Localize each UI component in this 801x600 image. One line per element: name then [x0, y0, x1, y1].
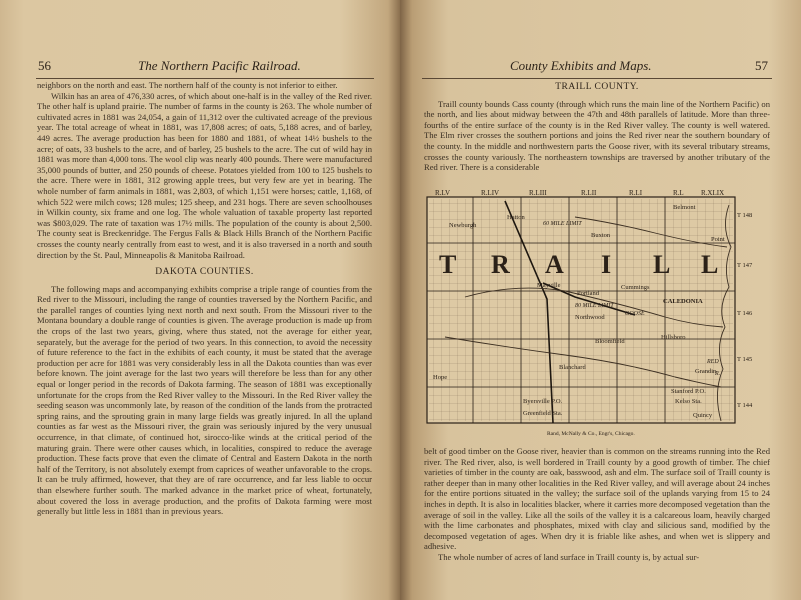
county-letter: L: [653, 250, 671, 279]
county-letter: T: [439, 250, 457, 279]
place-label: Grandin: [695, 368, 717, 375]
township-label: T 144: [737, 402, 753, 409]
place-label: Buxton: [591, 232, 611, 239]
right-text-bottom: [424, 446, 770, 563]
limit-label: 60 MILE LIMIT: [543, 221, 582, 227]
county-letter: A: [545, 250, 564, 279]
range-label: R.LV: [435, 189, 451, 197]
place-label: Portland: [577, 290, 600, 297]
left-page: [0, 0, 400, 600]
place-label: Byersville P.O.: [523, 398, 563, 405]
township-labels: [737, 212, 753, 409]
traill-county-map: [425, 187, 757, 444]
river-label: RED: [707, 359, 719, 365]
range-label: R.LIV: [481, 189, 500, 197]
paragraph: The whole number of acres of land surface in Traill county is, by actual sur-: [438, 551, 700, 562]
place-label: Greenfield Sta.: [523, 410, 563, 417]
header-rule: [422, 78, 772, 79]
county-letter: L: [701, 250, 719, 279]
place-label: Newburgh: [449, 222, 477, 229]
township-label: T 147: [737, 262, 753, 269]
paragraph: The following maps and accompanying exhibits comprise a triple range of counties from the Red river to the Missouri, including the range of counties traversed by the Northern Pacific, and the parallel ranges of counties lying next north and next south. From the Missouri river to the Montana boundary a double range of counties is given. The average production is made up from the crops of the last two years, giving, where thus stated, not the average for either year, separately, but the average for the period of two years. In this connection, to avoid the necessity of future reference to the fact in the exhibits of each county, it must be stated that the average production per acre for 1881 was very considerably less in all the Dakota counties than was ever before known. The joint average for the last two years will therefore be less than for any other equal or longer period in the records of Dakota farming. The season of 1881 was exceptionally unfortunate for the crops from the Red River valley to the Missouri. In the Red River valley the seeding season was uncommonly late, by reason of the condition of the lands from the protracted spring rains, and the sprouting grain in many large fields was greatly injured. In all the upland counties as far west as the Missouri river, the grain was seriously injured by the very unusual occurrence, in that climate, of continued hot, sirocco-like winds at the critical period of the maturing grain. There were other causes which, in localities, conspired to reduce the average production. These facts prove that even the climate of Central and Eastern Dakota in the north half of the Territory, is not absolutely exempt from caprices of weather unfavorable to the crops. It can be truly affirmed, however, that they are of rare occurrence, and far less liable to occur than elsewhere further south. The marked advance in the market price of wheat, fortunately, about covered the loss in average production, and the profits of Dakota farming were most generally but little less in 1881 than in previous years.: [37, 283, 372, 517]
range-label: R.LI: [629, 189, 643, 197]
place-label: Belmont: [673, 204, 696, 211]
page-number: 56: [38, 58, 51, 73]
right-text-top: [424, 82, 770, 173]
section-title: TRAILL COUNTY.: [555, 82, 639, 92]
paragraph: Traill county bounds Cass county (through which runs the main line of the Northern Pacific) on the north, and lies about midway between the 47th and 48th parallels of latitude. More than three-fourths of the entire surface of the county is in the Red River valley. The county is well watered. The Elm river crosses the southern portions and joins the Red river near the southern boundary of the county. In the middle and northwestern parts the Goose river, with its several tributary streams, crosses the county variously. The northeastern townships are traversed by another tributary of the Red river. There is a considerable: [424, 98, 770, 173]
place-label: Quincy: [693, 412, 713, 419]
place-label: Hillsboro: [661, 334, 686, 341]
paragraph: Wilkin has an area of 476,330 acres, of which about one-half is in the valley of the Red river. The other half is upland prairie. The number of farms in the county is 263. The whole number of cultivated acres in 1881 was 24,054, a gain of 11,312 over the cultivated acreage of the previous year. The total acreage of wheat in 1881, was 17,808 acres; of oats, 5,188 acres, and of barley, 449 acres. The average production has been for 1880 and 1881, of wheat 14½ bushels to the acre; of oats, 33 bushels to the acre, and of barley, 25 bushels to the acre. The cut of wild hay in 1881 was more than 4,000 tons. The wool clip was nearly 400 pounds. There were manufactured 35,000 pounds of butter, and 250 pounds of cheese. Potatoes yielded from 100 to 125 bushels to the acre. There were in 1881, 312 growing apple trees, but very few are yet in bearing. The whole number of farm animals in 1881, was 2,803, of which 1,151 were horses; cattle, 1,168, of which 522 were milch cows; 128 mules; 125 sheep, and 231 hogs. There are seven schoolhouses in Wilkin county, six frame and one log. The whole valuation of taxable property last reported was $803,029. The rate of taxation was 17½ mills. The population of the county is about 2,500. The county seat is Breckenridge. The Fergus Falls & Black Hills Branch of the Northern Pacific crosses the county nearly centrally from east to west, and it is also traversed in a north and south direction by the St. Paul, Minneapolis & Manitoba Railroad.: [37, 90, 372, 260]
county-letter: I: [601, 250, 612, 279]
header-rule: [36, 78, 374, 79]
river-label: GOOSE: [625, 311, 645, 317]
place-label: Hope: [433, 374, 448, 381]
range-label: R.L: [673, 189, 684, 197]
township-label: T 145: [737, 356, 753, 363]
range-label: R.XLIX: [701, 189, 725, 197]
range-labels: [435, 189, 724, 197]
place-label: Northwood: [575, 314, 605, 321]
range-label: R.LIII: [529, 189, 547, 197]
paragraph: belt of good timber on the Goose river, heavier than is common on the streams running into the Red river. The Red river, also, is well bordered in Traill county by a good growth of timber. The chief varieties of timber in the county are oak, basswood, ash and elm. The surface soil of Traill county is rather deeper than in many other localities in the Red River valley, and will average about 24 inches for the entire portions situated in the valley; the surface soil of the uplands varying from 15 to 24 inches in depth. It is also in localities blacker, where it carries more decomposed vegetation than the average of soil in the valley. Like all the soils of the valley it is a calcareous loam, heavily charged with the lime carbonates and phosphates, mixed with clay and silicious sand, modified by the decomposed vegetation of ages. When dry it is friable like ashes, and when wet is slippery and adhesive.: [424, 446, 770, 552]
range-label: R.LII: [581, 189, 597, 197]
limit-label: 80 MILE LIMIT: [575, 303, 614, 309]
running-head: County Exhibits and Maps.: [510, 58, 652, 73]
place-label: Kelso Sta.: [675, 398, 702, 405]
place-label: CALEDONIA: [663, 298, 703, 305]
paragraph: neighbors on the north and east. The northern half of the county is not inferior to either.: [37, 80, 338, 90]
left-text-column: [37, 80, 372, 517]
place-label: Hatton: [507, 214, 525, 221]
river-label: R.: [715, 371, 721, 377]
running-head: The Northern Pacific Railroad.: [138, 58, 301, 73]
page-number: 57: [755, 58, 768, 73]
township-label: T 148: [737, 212, 753, 219]
place-label: Cummings: [621, 284, 650, 291]
place-label: Bloomfield: [595, 338, 625, 345]
township-label: T 146: [737, 310, 753, 317]
section-title: DAKOTA COUNTIES.: [155, 267, 254, 278]
county-letter: R: [491, 250, 510, 279]
place-label: Point: [711, 236, 725, 243]
place-label: Mayville: [537, 282, 561, 289]
engraver-credit: Rand, McNally & Co., Engr's, Chicago.: [547, 431, 635, 437]
place-label: Blanchard: [559, 364, 586, 371]
place-label: Stanford P.O.: [671, 388, 706, 395]
